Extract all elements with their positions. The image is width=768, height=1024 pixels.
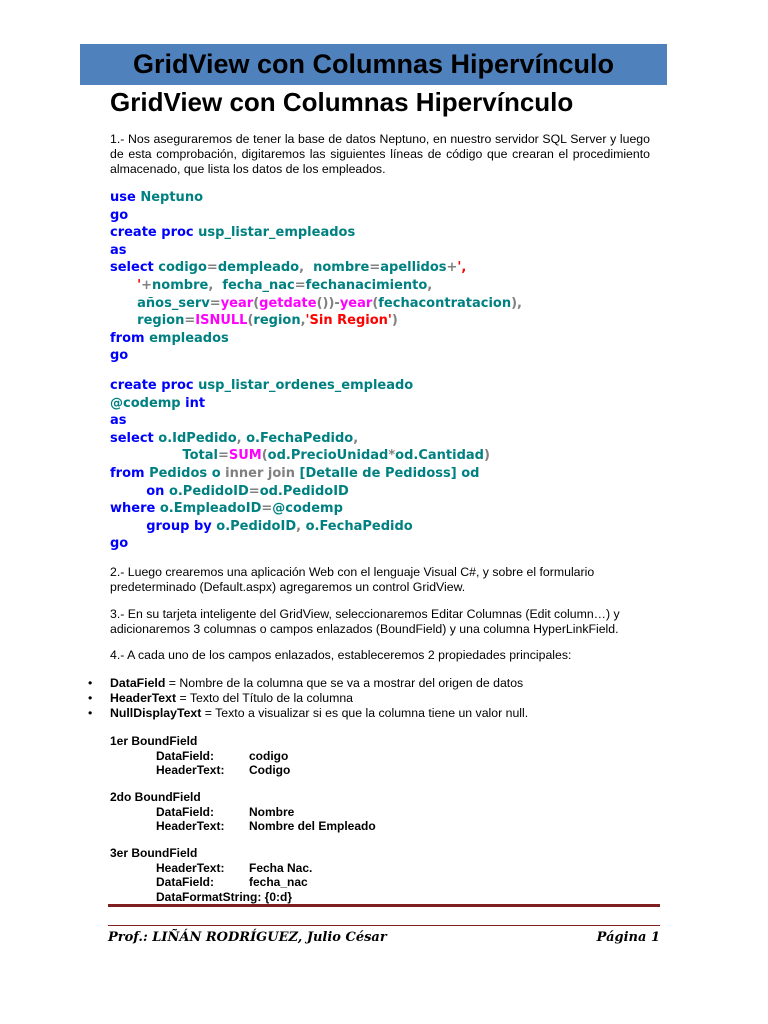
- code-token: od.PrecioUnidad: [267, 448, 389, 464]
- code-token: (: [261, 448, 268, 464]
- boundfield-heading: 1er BoundField: [110, 734, 198, 748]
- code-token: ,: [296, 518, 306, 534]
- boundfield-property: [110, 890, 510, 905]
- code-token: =: [248, 483, 260, 499]
- code-token: +: [141, 278, 153, 293]
- code-token: @codemp: [110, 395, 186, 411]
- code-token: ): [391, 313, 398, 329]
- code-line: [110, 484, 349, 500]
- footer-author: Prof.: LIÑÁN RODRÍGUEZ, Julio César: [108, 930, 387, 945]
- code-token: o.EmpleadoID: [159, 501, 262, 517]
- code-token: (: [247, 313, 254, 329]
- boundfield-group: [110, 790, 510, 834]
- code-token: o.IdPedido: [158, 430, 237, 446]
- code-token: [110, 519, 146, 534]
- bullet-text: [110, 706, 528, 721]
- boundfield-property: [110, 861, 510, 876]
- code-line: [110, 243, 127, 259]
- code-token: o.PedidoID: [216, 518, 297, 534]
- property-value: Nombre del Empleado: [249, 819, 376, 833]
- boundfield-heading: 2do BoundField: [110, 790, 201, 804]
- property-name: DataField:: [156, 804, 215, 819]
- code-line: [110, 225, 355, 241]
- code-token: Pedidos: [149, 466, 212, 481]
- code-token: =: [261, 501, 273, 517]
- code-token: create proc: [110, 225, 199, 241]
- code-token: ',: [457, 260, 467, 276]
- footer-rule-thin: [108, 925, 660, 926]
- code-token: region: [137, 313, 185, 329]
- code-line: [110, 190, 203, 206]
- code-token: ())-: [316, 295, 340, 311]
- bullet-text: [110, 691, 353, 706]
- code-line: [110, 501, 343, 517]
- code-token: getdate: [259, 295, 317, 311]
- boundfield-group: [110, 734, 510, 778]
- code-token: ISNULL: [195, 313, 248, 329]
- code-line: [110, 466, 479, 482]
- code-token: =: [206, 260, 218, 276]
- code-token: @codemp: [272, 501, 343, 517]
- code-token: year: [220, 295, 254, 311]
- code-token: ,: [353, 430, 359, 446]
- boundfield-property: [110, 819, 510, 834]
- code-token: ,: [300, 313, 306, 329]
- code-token: (: [372, 295, 379, 311]
- code-line: [110, 331, 229, 347]
- footer-rule-thick: [108, 904, 660, 907]
- intro-paragraph: 1.- Nos aseguraremos de tener la base de datos Neptuno, en nuestro servidor SQL Server y luego de esta comprobación, digitaremos las siguientes líneas de código que crearan el procedimiento almacenado, que lista los datos de los empleados.: [110, 132, 650, 176]
- code-token: usp_listar_empleados: [198, 225, 356, 241]
- code-token: ),: [511, 295, 522, 311]
- property-value: codigo: [249, 748, 289, 763]
- code-line: [110, 278, 432, 294]
- code-token: =: [217, 448, 229, 464]
- bullet-dot-icon: •: [88, 691, 93, 705]
- code-token: create proc: [110, 378, 199, 393]
- code-token: empleados: [149, 330, 229, 346]
- code-line: [110, 536, 128, 552]
- code-line: [110, 519, 413, 535]
- step4-paragraph: 4.- A cada uno de los campos enlazados, estableceremos 2 propiedades principales:: [110, 648, 572, 662]
- code-token: as: [110, 242, 127, 258]
- code-line: [110, 348, 128, 364]
- code-token: *: [388, 448, 396, 464]
- bullet-description: = Texto a visualizar si es que la columna tiene un valor null.: [201, 706, 529, 720]
- bullet-dot-icon: •: [88, 676, 93, 690]
- code-token: usp_listar_ordenes_empleado: [198, 378, 414, 393]
- boundfield-property: [110, 763, 510, 778]
- code-token: fecha_nac: [222, 278, 295, 293]
- property-name: HeaderText:: [156, 763, 225, 777]
- code-token: from: [110, 330, 150, 346]
- code-token: use: [110, 190, 141, 205]
- property-value: Fecha Nac.: [249, 860, 313, 875]
- code-token: ,: [208, 278, 223, 293]
- code-token: =: [294, 278, 306, 293]
- code-line: [110, 208, 128, 224]
- code-token: =: [369, 260, 381, 276]
- boundfield-group: [110, 846, 510, 904]
- code-token: SUM: [228, 448, 262, 464]
- bullet-dot-icon: •: [88, 706, 93, 720]
- code-token: +: [446, 260, 458, 276]
- bullet-description: = Nombre de la columna que se va a mostrar del origen de datos: [165, 676, 524, 690]
- code-token: od: [461, 466, 480, 481]
- code-token: inner join: [225, 466, 300, 481]
- property-name: DataFormatString: {0:d}: [156, 889, 293, 904]
- code-token: nombre: [152, 278, 209, 293]
- code-token: ,: [236, 430, 247, 446]
- code-token: [110, 313, 137, 328]
- code-line: [110, 260, 466, 276]
- boundfield-heading: 3er BoundField: [110, 846, 198, 860]
- bullet-term: DataField: [110, 676, 166, 690]
- code-token: fechanacimiento: [305, 278, 428, 293]
- code-line: [110, 296, 522, 312]
- bullet-description: = Texto del Título de la columna: [176, 691, 354, 705]
- code-token: [110, 278, 137, 293]
- code-token: select: [110, 430, 159, 446]
- code-token: select: [110, 260, 159, 276]
- boundfield-property: [110, 805, 510, 820]
- code-token: dempleado: [217, 260, 300, 276]
- code-token: go: [110, 348, 129, 364]
- code-line: [110, 313, 398, 329]
- code-token: o.PedidoID: [168, 483, 249, 499]
- property-value: fecha_nac: [249, 875, 308, 889]
- step2-paragraph: 2.- Luego crearemos una aplicación Web con el lenguaje Visual C#, y sobre el formulario predeterminado (Default.aspx) agregaremos un control GridView.: [110, 565, 595, 594]
- code-token: fechacontratacion: [378, 295, 512, 311]
- code-token: o.FechaPedido: [246, 430, 354, 446]
- code-token: int: [185, 395, 206, 411]
- code-line: [110, 431, 358, 447]
- code-token: go: [110, 207, 129, 223]
- property-name: DataField:: [156, 875, 215, 889]
- footer-page-number: Página 1: [596, 930, 660, 945]
- property-name: HeaderText:: [156, 860, 225, 875]
- code-token: ): [483, 448, 490, 464]
- boundfield-property: [110, 875, 510, 890]
- code-token: años_serv: [137, 295, 210, 311]
- code-token: region: [253, 313, 301, 329]
- code-line: [110, 448, 490, 464]
- code-line: [110, 378, 413, 394]
- code-token: go: [110, 536, 129, 552]
- code-token: Total: [182, 448, 218, 464]
- code-token: group by: [146, 518, 217, 534]
- property-name: DataField:: [156, 748, 215, 763]
- code-token: 'Sin Region': [305, 313, 392, 329]
- boundfield-property: [110, 749, 510, 764]
- code-token: =: [209, 295, 221, 311]
- code-token: from: [110, 466, 150, 481]
- code-token: od.Cantidad: [395, 448, 484, 464]
- code-token: codigo: [158, 260, 207, 276]
- code-token: as: [110, 413, 127, 429]
- code-token: ,: [427, 278, 433, 293]
- code-token: apellidos: [380, 260, 447, 276]
- code-token: (: [253, 295, 260, 311]
- code-token: ': [137, 278, 142, 293]
- code-line: [110, 396, 205, 412]
- code-token: o: [211, 466, 226, 481]
- code-line: [110, 413, 127, 429]
- code-token: where: [110, 501, 160, 517]
- code-token: [Detalle de Pedidoss]: [299, 466, 462, 481]
- code-token: [110, 484, 146, 499]
- code-token: =: [184, 313, 196, 329]
- header-banner: [80, 44, 667, 85]
- code-token: [110, 296, 137, 311]
- code-token: [110, 448, 182, 463]
- code-token: od.PedidoID: [259, 483, 349, 499]
- bullet-term: NullDisplayText: [110, 706, 202, 720]
- page-title: GridView con Columnas Hipervínculo: [110, 87, 574, 117]
- code-token: o.FechaPedido: [305, 518, 413, 534]
- code-token: ,: [299, 260, 314, 276]
- code-token: nombre: [313, 260, 370, 276]
- banner-title: GridView con Columnas Hipervínculo: [132, 49, 615, 79]
- bullet-text: [110, 676, 523, 691]
- bullet-term: HeaderText: [110, 691, 177, 705]
- code-token: year: [339, 295, 373, 311]
- property-value: Nombre: [249, 804, 295, 819]
- step3-paragraph: 3.- En su tarjeta inteligente del GridView, seleccionaremos Editar Columnas (Edit column…) y adicionaremos 3 columnas o campos enlazados (BoundField) y una columna HyperLinkField.: [110, 607, 620, 636]
- property-value: Codigo: [249, 763, 291, 777]
- code-token: on: [146, 483, 169, 499]
- property-name: HeaderText:: [156, 819, 225, 833]
- code-token: Neptuno: [140, 190, 204, 205]
